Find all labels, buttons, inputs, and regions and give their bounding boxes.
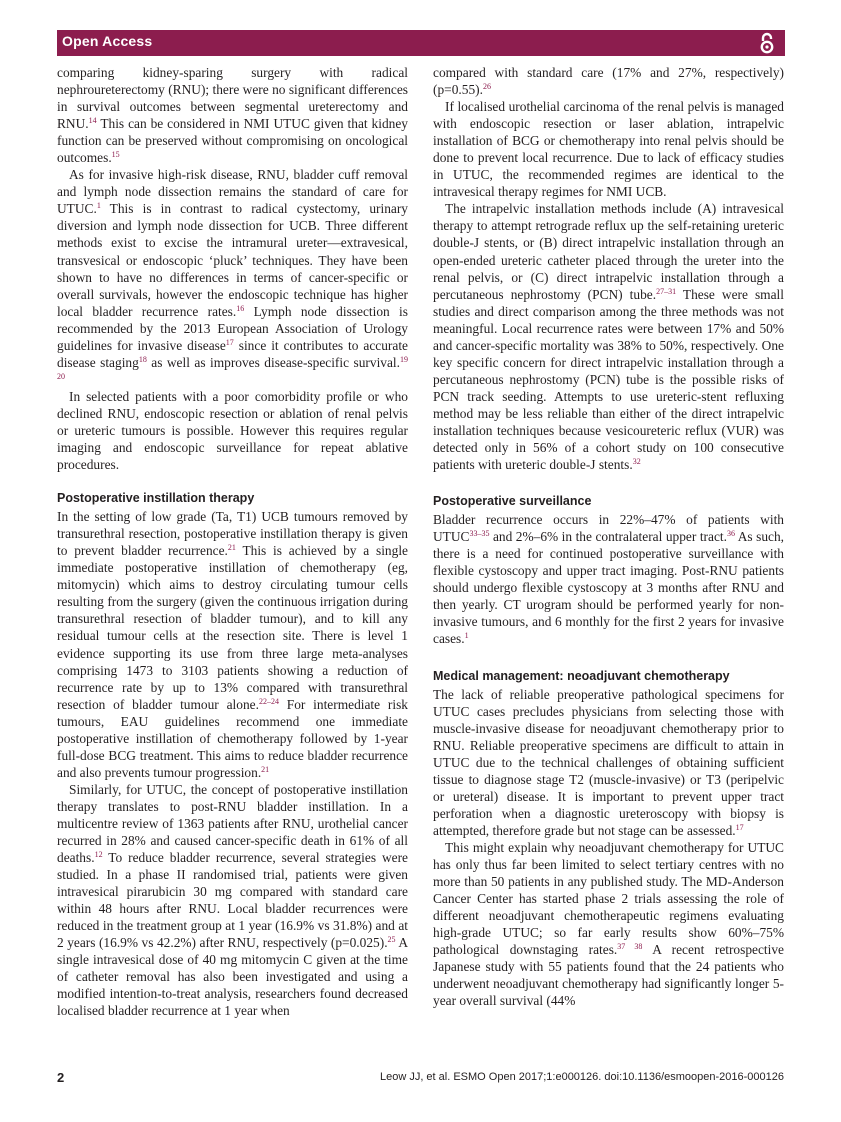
section-heading: Medical management: neoadjuvant chemotherapy	[433, 668, 730, 683]
reference-superscript[interactable]: 25	[387, 935, 396, 945]
page-number: 2	[57, 1070, 65, 1085]
reference-superscript[interactable]: 12	[94, 850, 103, 860]
paragraph: This might explain why neoadjuvant chemotherapy for UTUC has only thus far been limited to select tertiary centres with no more than 50 patients in any published study. The MD-Anderson Cancer Center has started phase 2 trials assessing the role of different neoadjuvant chemotherapeutic regimens evaluating high-grade UTUC; so far early results show 60%–75% pathological downstaging rates.$^{37 38}$ A recent retrospective Japanese study with 55 patients found that the 24 patients who underwent neoadjuvant chemotherapy had significantly longer 5-year overall survival (44%	[433, 839, 785, 1009]
section-heading: Postoperative instillation therapy	[57, 491, 255, 506]
reference-superscript[interactable]: 33–35	[469, 529, 490, 539]
paragraph: In selected patients with a poor comorbidity profile or who declined RNU, endoscopic resection or ablation of renal pelvis or ureteric tumours is possible. However this requires regular imaging and endoscopic surveillance for repeat ablative procedures.	[57, 388, 408, 473]
paragraph: If localised urothelial carcinoma of the renal pelvis is managed with endoscopic resection or laser ablation, intrapelvic installation of BCG or chemotherapy into renal pelvis should be done to prevent local recurrence. Due to lack of efficacy studies in UTUC, the recommended regimes are identical to the intravesical therapy regimes for NMI UCB.	[433, 99, 784, 200]
paragraph: comparing kidney-sparing surgery with radical nephroureterectomy (RNU); there were no significant differences in survival outcomes between segmental ureterectomy and RNU.$^{14}$ This can be considered in NMI UTUC given that kidney function can be preserved without compromising on oncological outcomes.$^{15}$	[57, 65, 408, 166]
paragraph: The lack of reliable preoperative pathological specimens for UTUC cases precludes physicians from selecting those with muscle-invasive disease for neoadjuvant chemotherapy prior to RNU. Reliable preoperative specimens are difficult to attain in UTUC due to the technical challenges of obtaining sufficient tissue to diagnose stage T2 (muscle-invasive) or T3 (peripelvic or ureteral) disease. It is important to prevent upper tract perforation when a diagnostic ureteroscopy with biopsy is attempted, therefore grade but not stage can be assessed.$^{17}$	[433, 686, 784, 838]
journal-citation: Leow JJ, et al. ESMO Open 2017;1:e000126. doi:10.1136/esmoopen-2016-000126	[379, 1071, 784, 1083]
open-access-icon	[759, 32, 775, 54]
reference-superscript[interactable]: 14	[88, 116, 97, 126]
reference-superscript[interactable]: 19 20	[57, 354, 408, 381]
banner-title: Open Access	[62, 33, 153, 49]
right-column	[433, 64, 784, 1009]
paragraph: Bladder recurrence occurs in 22%–47% of patients with UTUC$^{33-35}$ and 2%–6% in the contralateral upper tract.$^{36}$ As such, there is a need for continued postoperative surveillance with flexible cystoscopy and upper tract imaging. Post-RNU patients should undergo flexible cystoscopy at 3 months after RNU and then yearly. CT urogram should be performed yearly for non-invasive tumours, and 6 monthly for the first 2 years for invasive cases.$^1$	[433, 512, 784, 647]
reference-superscript[interactable]: 1	[96, 201, 101, 211]
paragraph: In the setting of low grade (Ta, T1) UCB tumours removed by transurethral resection, postoperative instillation therapy is given to prevent bladder recurrence.$^{21}$ This is achieved by a single immediate postoperative instillation of chemotherapy (eg, mitomycin) which aims to destroy circulating tumour cells resulting from the surgery (given the continuous irrigation during transurethral resection of bladder tumour), and to kill any residual tumour cells at the resection site. There is level 1 evidence supporting its use from three large meta-analyses comprising 1473 to 3103 patients showing a reduction of recurrence rate by up to 13% compared with transurethral resection of bladder tumour alone.$^{22-24}$ For intermediate risk tumours, EAU guidelines recommend one immediate postoperative instillation of chemotherapy followed by 1-year full-dose BCG treatment. This aims to reduce bladder recurrence and also prevents tumour progression.$^{21}$	[57, 509, 408, 780]
reference-superscript[interactable]: 27–31	[656, 286, 677, 296]
reference-superscript[interactable]: 26	[482, 82, 491, 92]
open-access-banner	[57, 30, 785, 56]
section-heading: Postoperative surveillance	[433, 494, 592, 509]
reference-superscript[interactable]: 22–24	[258, 696, 279, 706]
reference-superscript[interactable]: 16	[236, 303, 245, 313]
paragraph: As for invasive high-risk disease, RNU, bladder cuff removal and lymph node dissection remains the standard of care for UTUC.$^1$ This is in contrast to radical cystectomy, urinary diversion and lymph node dissection for UCB. Three different methods exist to excise the intramural ureter—extravesical, transvesical or endoscopic ‘pluck’ techniques. They have been shown to have no differences in terms of cancer-specific or overall survivals, however the endoscopic technique has higher local bladder recurrence rates.$^{16}$ Lymph node dissection is recommended by the 2013 European Association of Urology guidelines for invasive disease$^{17}$ since it contributes to accurate disease staging$^{18}$ as well as improves disease-specific survival.$^{19 20}$	[57, 167, 408, 381]
reference-superscript[interactable]: 36	[726, 529, 735, 539]
reference-superscript[interactable]: 21	[227, 543, 236, 553]
reference-superscript[interactable]: 37 38	[617, 942, 643, 952]
reference-superscript[interactable]: 21	[261, 764, 270, 774]
reference-superscript[interactable]: 32	[632, 457, 641, 467]
reference-superscript[interactable]: 17	[225, 337, 234, 347]
reference-superscript[interactable]: 1	[464, 631, 469, 641]
paragraph: Similarly, for UTUC, the concept of postoperative instillation therapy translates to post-RNU bladder instillation. In a multicentre review of 1363 patients after RNU, urothelial cancer recurred in 28% and caused cancer-specific death in 61% of all deaths.$^{12}$ To reduce bladder recurrence, several strategies were studied. In a phase II randomised trial, patients were given intravesical pirarubicin 30 mg compared with standard care within 48 hours after RNU. Local bladder recurrences were reduced in the treatment group at 1 year (16.9% vs 31.8%) and at 2 years (16.9% vs 42.2%) after RNU, respectively (p=0.025).$^{25}$ A single intravesical dose of 40 mg mitomycin C given at the time of catheter removal has also been investigated and using a modified intention-to-treat analysis, researchers found decreased localised bladder recurrence at 1 year when	[57, 781, 408, 1019]
reference-superscript[interactable]: 17	[735, 822, 744, 832]
reference-superscript[interactable]: 15	[111, 150, 120, 160]
reference-superscript[interactable]: 18	[138, 354, 147, 364]
paragraph: The intrapelvic installation methods include (A) intravesical therapy to attempt retrograde reflux up the self-retaining ureteric double-J stents, or (B) direct intrapelvic installation through an open-ended ureteric catheter placed through the ureter into the renal pelvis, or (C) direct intrapelvic installation through a percutaneous nephrostomy (PCN) tube.$^{27-31}$ These were small studies and direct comparison among the three methods was not meaningful. Local recurrence rates were between 17% and 50% and cancer-specific mortality was 38% to 50%, respectively. One key specific concern for direct intrapelvic installation through a percutaneous nephrostomy (PCN) tube is the possible risks of PCN track seeding. Attempts to use ureteric-stent refluxing method may be less reliable than either of the direct intrapelvic installation techniques because vesicoureteric reflux (VUR) was detected only in 56% of a cohort study on 100 consecutive patients with ureteric double-J stents.$^{32}$	[433, 201, 784, 473]
left-column	[57, 64, 408, 1020]
paragraph: compared with standard care (17% and 27%, respectively) (p=0.55).$^{26}$	[433, 65, 784, 98]
